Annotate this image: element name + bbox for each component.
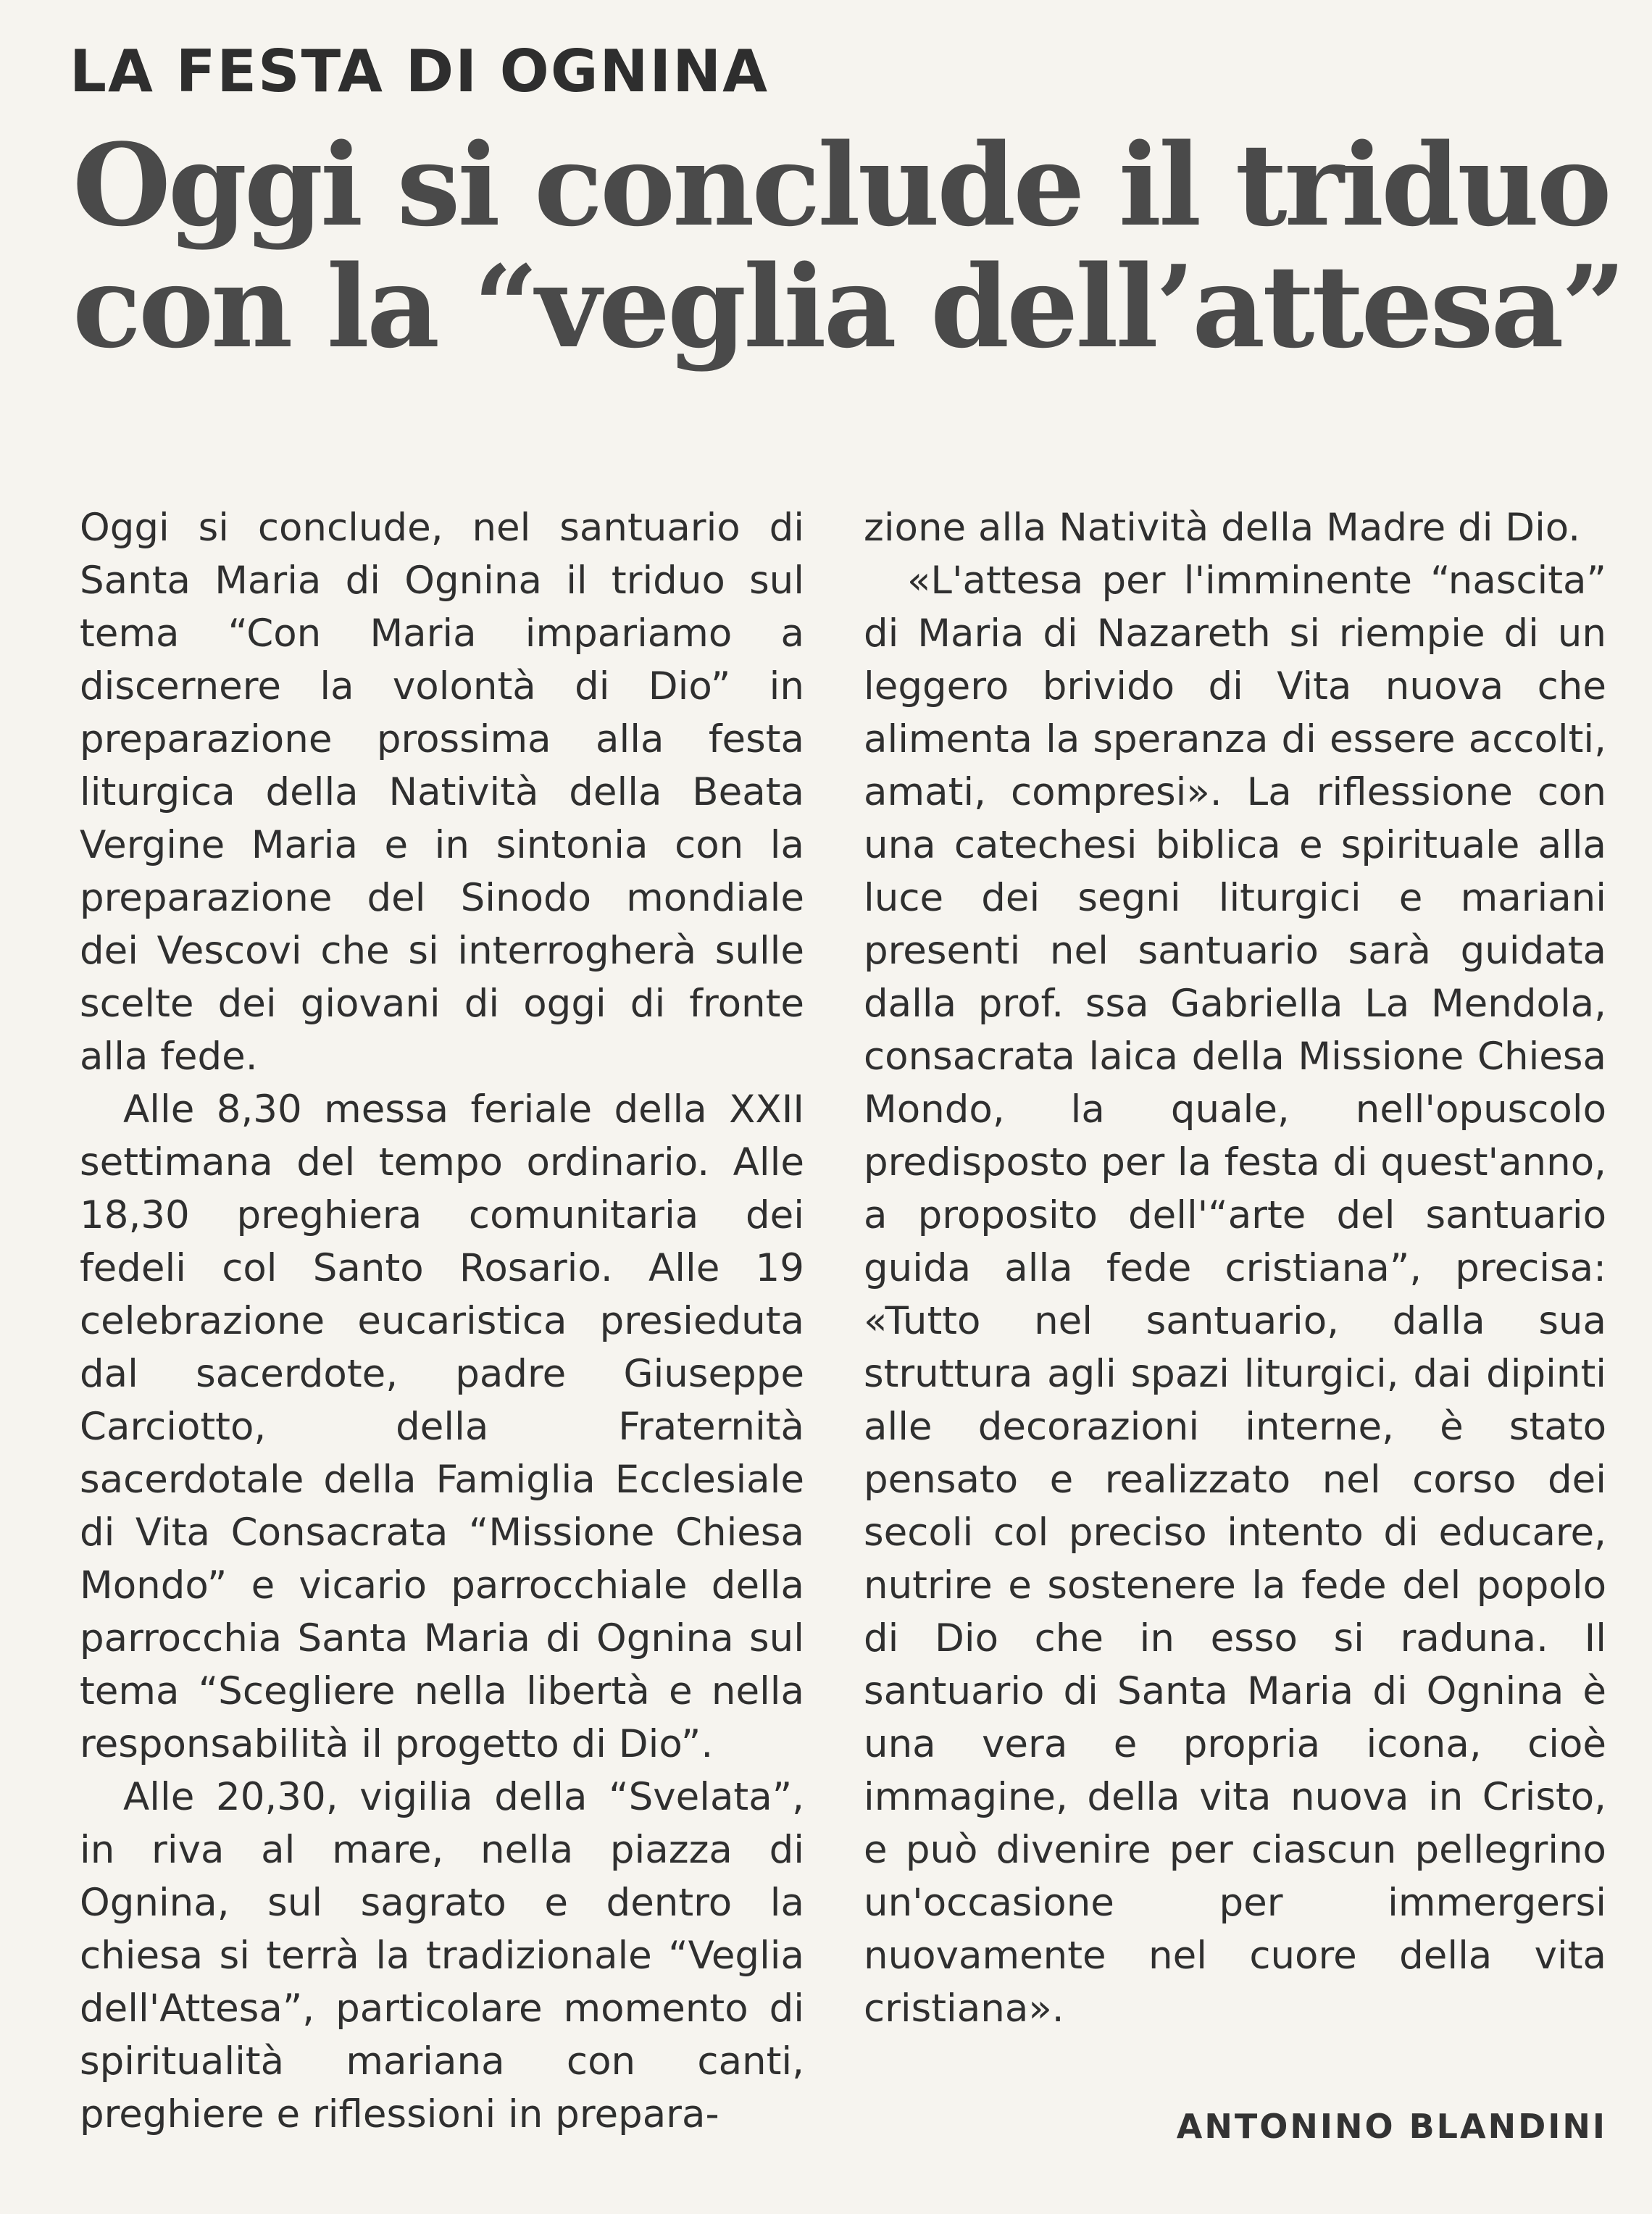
section-kicker: LA FESTA DI OGNINA xyxy=(70,38,769,105)
paragraph: Alle 8,30 messa feriale della XXII settimana del tempo ordinario. Alle 18,30 preghiera comunitaria dei fedeli col Santo Rosario. Alle 19 celebrazione eucaristica presieduta dal sacerdote, padre Giuseppe Carciotto, della Fraternità sacerdotale della Famiglia Ecclesiale di Vita Consacrata “Missione Chiesa Mondo” e vicario parrocchiale della parrocchia Santa Maria di Ognina sul tema “Scegliere nella libertà e nella responsabilità il progetto di Dio”. xyxy=(80,1087,804,1766)
headline xyxy=(72,119,1624,373)
author-byline: ANTONINO BLANDINI xyxy=(1176,2107,1607,2146)
paragraph: Oggi si conclude, nel santuario di Santa Maria di Ognina il triduo sul tema “Con Maria impariamo a discernere la volontà di Dio” in preparazione prossima alla festa liturgica della Natività della Beata Vergine Maria e in sintonia con la preparazione del Sinodo mondiale dei Vescovi che si interrogherà sulle scelte dei giovani di oggi di fronte alla fede. xyxy=(80,506,804,1079)
paragraph: «L'attesa per l'imminente “nascita” di Maria di Nazareth si riempie di un leggero brivido di Vita nuova che alimenta la speranza di essere accolti, amati, compresi». La riflessione con una catechesi biblica e spirituale alla luce dei segni liturgici e mariani presenti nel santuario sarà guidata dalla prof. ssa Gabriella La Mendola, consacrata laica della Missione Chiesa Mondo, la quale, nell'opuscolo predisposto per la festa di quest'anno, a proposito dell'“arte del santuario guida alla fede cristiana”, precisa: «Tutto nel santuario, dalla sua struttura agli spazi liturgici, dai dipinti alle decorazioni interne, è stato pensato e realizzato nel corso dei secoli col preciso intento di educare, nutrire e sostenere la fede del popolo di Dio che in esso si raduna. Il santuario di Santa Maria di Ognina è una vera e propria icona, cioè immagine, della vita nuova in Cristo, e può divenire per ciascun pellegrino un'occasione per immergersi nuovamente nel cuore della vita cristiana». xyxy=(864,559,1606,2031)
headline-line-2: con la “veglia dell’attesa” xyxy=(72,241,1624,373)
article-column-left xyxy=(80,501,804,2141)
paragraph: Alle 20,30, vigilia della “Svelata”, in riva al mare, nella piazza di Ognina, sul sagrato e dentro la chiesa si terrà la tradizionale “Veglia dell'Attesa”, particolare momento di spiritualità mariana con canti, preghiere e riflessioni in prepara- xyxy=(80,1775,804,2136)
paragraph: zione alla Natività della Madre di Dio. xyxy=(864,506,1581,550)
article-column-right xyxy=(864,501,1606,2035)
headline-line-1: Oggi si conclude il triduo xyxy=(72,119,1609,251)
